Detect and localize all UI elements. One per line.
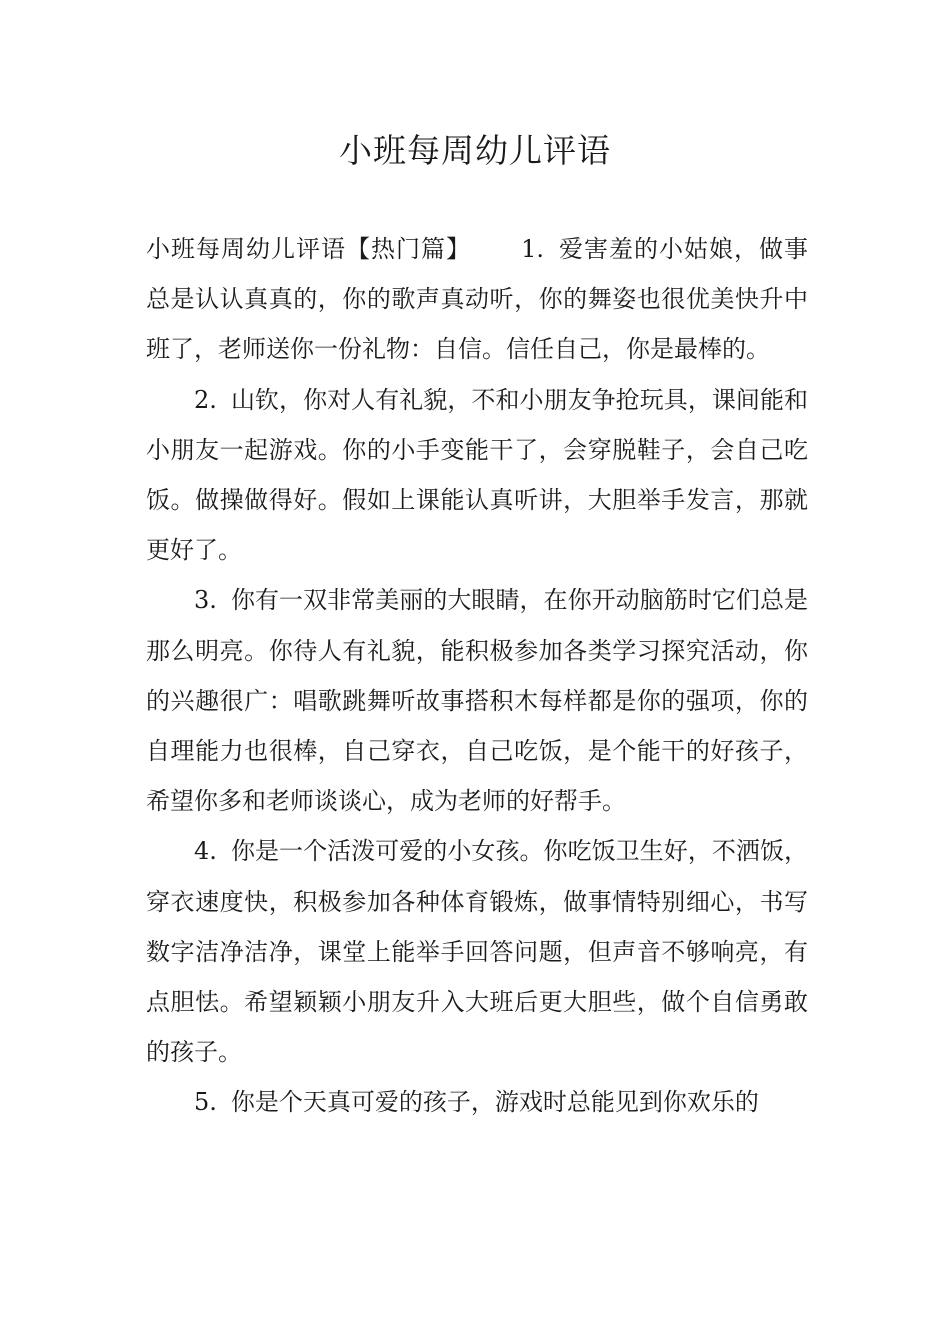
paragraph-5 — [146, 1077, 808, 1127]
document-body — [146, 224, 808, 1128]
paragraph-text: 你是一个活泼可爱的小女孩。你吃饭卫生好，不洒饭，穿衣速度快，积极参加各种体育锻炼，做事情特别细心，书写数字洁净洁净，课堂上能举手回答问题，但声音不够响亮，有点胆怯。希望颖颖小朋友升入大班后更大胆些，做个自信勇敢的孩子。 — [146, 837, 808, 1067]
document-title: 小班每周幼儿评语 — [339, 131, 611, 170]
item-number: 4. — [194, 837, 217, 866]
item-number: 5. — [194, 1088, 217, 1117]
section-heading: 小班每周幼儿评语【热门篇】 — [146, 235, 472, 263]
paragraph-4 — [146, 826, 808, 1077]
paragraph-text: 爱害羞的小姑娘，做事总是认认真真的，你的歌声真动听，你的舞姿也很优美快升中班了，老师送你一份礼物：自信。信任自己，你是最棒的。 — [146, 235, 809, 364]
paragraph-text: 山钦，你对人有礼貌，不和小朋友争抢玩具，课间能和小朋友一起游戏。你的小手变能干了，会穿脱鞋子，会自己吃饭。做操做得好。假如上课能认真听讲，大胆举手发言，那就更好了。 — [146, 385, 808, 565]
item-number: 2. — [194, 385, 217, 414]
paragraph-2 — [146, 375, 808, 576]
item-number: 3. — [194, 586, 217, 615]
paragraph-1 — [146, 224, 808, 375]
item-number: 1. — [521, 235, 544, 263]
paragraph-3 — [146, 575, 808, 826]
paragraph-text: 你是个天真可爱的孩子，游戏时总能见到你欢乐的 — [230, 1088, 759, 1117]
paragraph-text: 你有一双非常美丽的大眼睛，在你开动脑筋时它们总是那么明亮。你待人有礼貌，能积极参加各类学习探究活动，你的兴趣很广：唱歌跳舞听故事搭积木每样都是你的强项，你的自理能力也很棒，自己穿衣，自己吃饭，是个能干的好孩子，希望你多和老师谈谈心，成为老师的好帮手。 — [146, 586, 808, 816]
